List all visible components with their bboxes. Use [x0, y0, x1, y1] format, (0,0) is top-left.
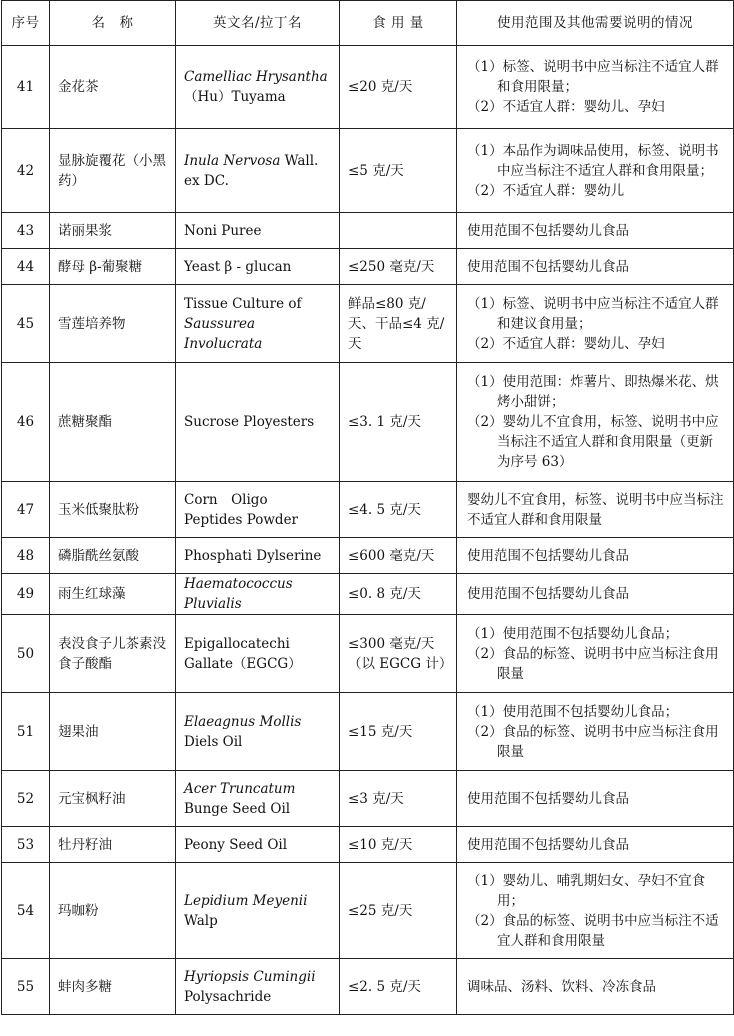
row-number: 50	[2, 615, 50, 693]
dosage: ≤3 克/天	[340, 771, 457, 827]
english-name	[176, 363, 340, 482]
note-line: （2）不适宜人群：婴幼儿	[467, 182, 625, 199]
usage-notes	[457, 863, 734, 959]
dosage	[340, 213, 457, 249]
english-name	[176, 863, 340, 959]
header-no: 序号	[2, 1, 50, 46]
note-line: （2）食品的标签、说明书中应当标注食用限量	[467, 645, 719, 682]
latin-name: Camelliac Hrysantha	[184, 69, 328, 85]
latin-name: Saussurea Involucrata	[184, 315, 263, 352]
item-name: 磷脂酰丝氨酸	[50, 538, 176, 574]
latin-name: Hyriopsis Cumingii	[184, 968, 316, 985]
table-row	[2, 363, 734, 482]
latin-name: Acer Truncatum	[184, 780, 296, 797]
english-name	[176, 693, 340, 771]
table-body	[2, 46, 734, 1015]
usage-notes	[457, 363, 734, 482]
note-line: （2）不适宜人群：婴幼儿、孕妇	[467, 99, 665, 115]
usage-notes	[457, 249, 734, 285]
table-row	[2, 863, 734, 959]
row-number: 53	[2, 827, 50, 863]
usage-notes	[457, 827, 734, 863]
english-name	[176, 46, 340, 129]
english-suffix: Corn Oligo Peptides Powder	[184, 491, 299, 528]
usage-notes	[457, 46, 734, 129]
note-line: 调味品、汤料、饮料、冷冻食品	[467, 978, 656, 995]
dosage: 鲜品≤80 克/天、干品≤4 克/天	[340, 285, 457, 363]
dosage: ≤10 克/天	[340, 827, 457, 863]
header-english: 英文名/拉丁名	[176, 1, 340, 46]
item-name: 雪莲培养物	[50, 285, 176, 363]
header-name: 名 称	[50, 1, 176, 46]
row-number: 44	[2, 249, 50, 285]
english-suffix: （Hu）Tuyama	[184, 89, 286, 105]
note-line: （1）本品作为调味品使用，标签、说明书中应当标注不适宜人群和食用限量；	[467, 142, 719, 179]
note-line: 使用范围不包括婴幼儿食品	[467, 258, 629, 275]
row-number: 43	[2, 213, 50, 249]
english-suffix: Epigallocatechi Gallate（EGCG）	[184, 635, 302, 672]
english-suffix: Sucrose Ployesters	[184, 414, 315, 430]
english-suffix: Diels Oil	[184, 733, 243, 750]
note-line: （1）标签、说明书中应当标注不适宜人群和食用限量；	[467, 59, 719, 95]
table-row	[2, 285, 734, 363]
item-name: 玛咖粉	[50, 863, 176, 959]
dosage: ≤3. 1 克/天	[340, 363, 457, 482]
item-name: 元宝枫籽油	[50, 771, 176, 827]
english-name	[176, 129, 340, 213]
english-name	[176, 482, 340, 538]
table-row	[2, 959, 734, 1015]
note-line: 使用范围不包括婴幼儿食品	[467, 790, 629, 807]
note-line: （2）不适宜人群：婴幼儿、孕妇	[467, 335, 665, 352]
item-name: 玉米低聚肽粉	[50, 482, 176, 538]
english-name	[176, 959, 340, 1015]
usage-notes	[457, 574, 734, 615]
table-row	[2, 615, 734, 693]
note-line: 婴幼儿不宜食用，标签、说明书中应当标注不适宜人群和食用限量	[467, 491, 724, 528]
english-suffix: Peony Seed Oil	[184, 836, 288, 853]
english-name	[176, 574, 340, 615]
usage-notes	[457, 129, 734, 213]
usage-notes	[457, 959, 734, 1015]
header-dosage: 食 用 量	[340, 1, 457, 46]
latin-name: Lepidium Meyenii	[184, 892, 308, 909]
table-row	[2, 46, 734, 129]
item-name: 表没食子儿茶素没食子酸酯	[50, 615, 176, 693]
dosage: ≤0. 8 克/天	[340, 574, 457, 615]
item-name: 酵母 β-葡聚糖	[50, 249, 176, 285]
note-line: （1）标签、说明书中应当标注不适宜人群和建议食用量；	[467, 295, 719, 332]
note-line: （2）婴幼儿不宜食用，标签、说明书中应当标注不适宜人群和食用限量（更新为序号 63）	[467, 414, 719, 470]
row-number: 41	[2, 46, 50, 129]
dosage: ≤5 克/天	[340, 129, 457, 213]
row-number: 47	[2, 482, 50, 538]
english-suffix: Polysachride	[184, 988, 272, 1005]
table-row	[2, 482, 734, 538]
item-name: 雨生红球藻	[50, 574, 176, 615]
table-row	[2, 538, 734, 574]
dosage: ≤20 克/天	[340, 46, 457, 129]
usage-notes	[457, 771, 734, 827]
english-suffix: Yeast β - glucan	[184, 258, 292, 275]
header-row	[2, 1, 734, 46]
english-prefix: Tissue Culture of	[184, 295, 302, 312]
dosage: ≤2. 5 克/天	[340, 959, 457, 1015]
usage-notes	[457, 482, 734, 538]
english-suffix: Wall. ex DC.	[184, 152, 319, 189]
table-row	[2, 129, 734, 213]
row-number: 52	[2, 771, 50, 827]
usage-notes	[457, 615, 734, 693]
row-number: 48	[2, 538, 50, 574]
usage-notes	[457, 538, 734, 574]
note-line: （1）使用范围：炸薯片、即热爆米花、烘烤小甜饼；	[467, 374, 719, 410]
english-name	[176, 285, 340, 363]
note-line: 使用范围不包括婴幼儿食品	[467, 586, 629, 602]
item-name: 金花茶	[50, 46, 176, 129]
dosage: ≤600 毫克/天	[340, 538, 457, 574]
dosage: ≤250 毫克/天	[340, 249, 457, 285]
usage-notes	[457, 285, 734, 363]
table-row	[2, 213, 734, 249]
row-number: 55	[2, 959, 50, 1015]
english-name	[176, 615, 340, 693]
dosage: ≤4. 5 克/天	[340, 482, 457, 538]
row-number: 49	[2, 574, 50, 615]
row-number: 54	[2, 863, 50, 959]
note-line: （2）食品的标签、说明书中应当标注不适宜人群和食用限量	[467, 912, 719, 949]
row-number: 51	[2, 693, 50, 771]
latin-name: Inula Nervosa	[184, 152, 281, 169]
table-row	[2, 249, 734, 285]
english-suffix: Bunge Seed Oil	[184, 800, 291, 817]
english-name	[176, 249, 340, 285]
english-name	[176, 538, 340, 574]
item-name: 诺丽果浆	[50, 213, 176, 249]
note-line: 使用范围不包括婴幼儿食品	[467, 547, 629, 564]
usage-notes	[457, 693, 734, 771]
dosage: ≤300 毫克/天（以 EGCG 计）	[340, 615, 457, 693]
english-suffix: Walp	[184, 912, 218, 929]
note-line: 使用范围不包括婴幼儿食品	[467, 222, 629, 239]
english-suffix: Noni Puree	[184, 222, 262, 239]
row-number: 45	[2, 285, 50, 363]
latin-name: Elaeagnus Mollis	[184, 713, 302, 730]
english-name	[176, 827, 340, 863]
usage-notes	[457, 213, 734, 249]
english-name	[176, 213, 340, 249]
item-name: 蔗糖聚酯	[50, 363, 176, 482]
dosage: ≤25 克/天	[340, 863, 457, 959]
note-line: （1）婴幼儿、哺乳期妇女、孕妇不宜食用；	[467, 872, 706, 909]
food-table	[1, 0, 734, 1015]
item-name: 显脉旋覆花（小黑药）	[50, 129, 176, 213]
latin-name: Haematococcus Pluvialis	[184, 576, 293, 612]
row-number: 46	[2, 363, 50, 482]
dosage: ≤15 克/天	[340, 693, 457, 771]
note-line: （1）使用范围不包括婴幼儿食品；	[467, 703, 679, 720]
table-row	[2, 827, 734, 863]
note-line: 使用范围不包括婴幼儿食品	[467, 836, 629, 853]
item-name: 蚌肉多糖	[50, 959, 176, 1015]
english-name	[176, 771, 340, 827]
item-name: 翅果油	[50, 693, 176, 771]
row-number: 42	[2, 129, 50, 213]
note-line: （1）使用范围不包括婴幼儿食品；	[467, 625, 679, 642]
header-notes: 使用范围及其他需要说明的情况	[457, 1, 734, 46]
note-line: （2）食品的标签、说明书中应当标注食用限量	[467, 723, 719, 760]
table-row	[2, 693, 734, 771]
item-name: 牡丹籽油	[50, 827, 176, 863]
english-suffix: Phosphati Dylserine	[184, 547, 322, 564]
table-row	[2, 771, 734, 827]
table-row	[2, 574, 734, 615]
